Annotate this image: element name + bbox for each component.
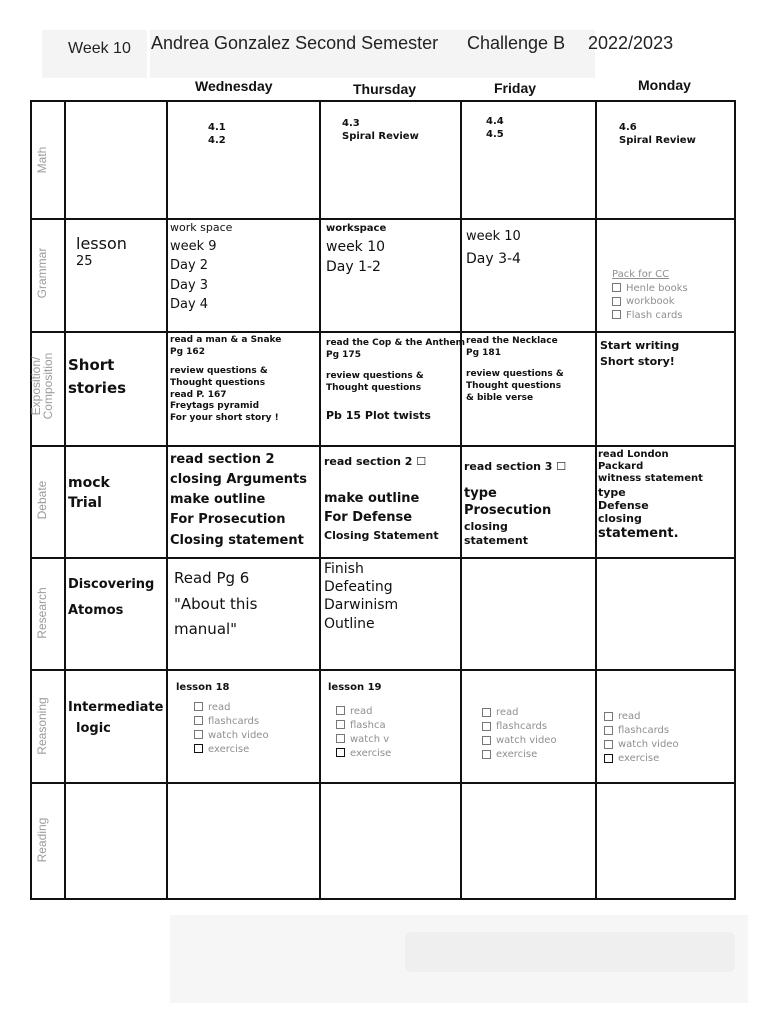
exposition-entry: Freytags pyramid bbox=[170, 401, 260, 412]
debate-entry: closing bbox=[598, 512, 642, 526]
exposition-entry: review questions & bbox=[326, 371, 424, 382]
checklist-item: watch v bbox=[336, 733, 391, 747]
checkbox-icon[interactable] bbox=[612, 283, 621, 292]
grammar-label-line: lesson bbox=[76, 234, 127, 253]
checklist bbox=[328, 705, 391, 761]
debate-monday-cell bbox=[598, 449, 703, 542]
exposition-entry: review questions & bbox=[170, 366, 268, 377]
grammar-entry: Day 4 bbox=[170, 297, 209, 312]
debate-entry: read London bbox=[598, 449, 669, 460]
checkbox-icon[interactable] bbox=[604, 740, 613, 749]
debate-entry: closing Arguments bbox=[170, 472, 307, 488]
checkbox-icon[interactable] bbox=[194, 702, 203, 711]
reasoning-monday-cell bbox=[604, 710, 679, 766]
debate-entry: Defense bbox=[598, 498, 649, 512]
debate-thursday-cell bbox=[324, 454, 439, 544]
research-label-line: Discovering bbox=[68, 577, 155, 592]
research-entry: Outline bbox=[324, 615, 375, 632]
exposition-thursday-cell bbox=[326, 338, 465, 423]
debate-entry: read section 2 ☐ bbox=[324, 455, 427, 468]
math-entry: 4.4 bbox=[486, 116, 504, 127]
grammar-label-line: 25 bbox=[76, 254, 93, 269]
math-monday-cell bbox=[619, 122, 696, 147]
debate-entry: Closing Statement bbox=[324, 528, 439, 542]
grammar-friday-cell bbox=[466, 226, 521, 272]
checklist bbox=[176, 701, 269, 757]
research-entry: "About this bbox=[174, 594, 258, 613]
exposition-entry: Pg 175 bbox=[326, 349, 361, 360]
grammar-entry: week 10 bbox=[466, 229, 521, 244]
checklist-item: watch video bbox=[194, 729, 269, 743]
debate-entry: make outline bbox=[170, 492, 266, 508]
exposition-topic-label bbox=[68, 354, 126, 399]
grammar-entry: work space bbox=[170, 221, 233, 234]
lesson-number: lesson 19 bbox=[328, 682, 382, 693]
subject-label-debate: Debate bbox=[35, 480, 49, 520]
math-entry: 4.2 bbox=[208, 134, 226, 146]
grammar-entry: Day 3 bbox=[170, 277, 209, 293]
debate-wednesday-cell bbox=[170, 450, 307, 551]
checkbox-icon[interactable] bbox=[604, 726, 613, 735]
background-smudge bbox=[405, 932, 735, 972]
checklist-item: read bbox=[194, 701, 269, 715]
grammar-monday-cell bbox=[612, 268, 688, 322]
debate-entry: closing bbox=[464, 520, 508, 534]
checkbox-icon[interactable] bbox=[482, 736, 491, 745]
exposition-entry: Pb 15 Plot twists bbox=[326, 408, 431, 422]
day-header-wednesday: Wednesday bbox=[195, 78, 273, 94]
checklist-item: exercise bbox=[336, 747, 391, 761]
checklist-item: flashca bbox=[336, 719, 391, 733]
debate-entry: make outline bbox=[324, 490, 420, 506]
exposition-entry: read a man & a Snake bbox=[170, 335, 282, 345]
pack-list-item: Henle books bbox=[612, 282, 688, 296]
checkbox-icon[interactable] bbox=[482, 708, 491, 717]
exposition-entry: Start writing bbox=[600, 339, 680, 352]
exposition-entry: read P. 167 bbox=[170, 389, 227, 400]
subject-label-grammar: Grammar bbox=[35, 247, 49, 299]
grid-line bbox=[32, 669, 734, 671]
grammar-thursday-cell bbox=[326, 222, 386, 277]
checklist-item: read bbox=[482, 706, 557, 720]
exposition-monday-cell bbox=[600, 338, 679, 370]
pack-list-item: Flash cards bbox=[612, 309, 688, 323]
checklist-item: read bbox=[604, 710, 679, 724]
grid-line bbox=[460, 102, 462, 898]
checklist-item: exercise bbox=[482, 748, 557, 762]
research-entry: Read Pg 6 bbox=[174, 569, 250, 587]
research-label-line: Atomos bbox=[68, 603, 124, 618]
checklist-item: watch video bbox=[604, 738, 679, 752]
debate-friday-cell bbox=[464, 460, 566, 549]
checkbox-icon[interactable] bbox=[336, 720, 345, 729]
checkbox-icon[interactable] bbox=[194, 730, 203, 739]
checklist-item: exercise bbox=[194, 743, 269, 757]
grid-line bbox=[166, 102, 168, 898]
math-friday-cell bbox=[486, 116, 504, 141]
exposition-entry: Pg 181 bbox=[466, 347, 501, 358]
pack-list-item: workbook bbox=[612, 295, 688, 309]
checkbox-icon[interactable] bbox=[612, 297, 621, 306]
subject-label-exposition: Exposition/ Composition bbox=[29, 352, 55, 420]
lesson-number: lesson 18 bbox=[176, 682, 230, 693]
checklist-item: flashcards bbox=[604, 724, 679, 738]
exposition-entry: For your short story ! bbox=[170, 413, 279, 424]
checkbox-icon[interactable] bbox=[336, 748, 345, 757]
research-entry: Darwinism bbox=[324, 597, 399, 614]
grid-line bbox=[32, 445, 734, 447]
math-entry: Spiral Review bbox=[342, 130, 419, 142]
debate-entry: Prosecution bbox=[464, 503, 552, 519]
day-header-monday: Monday bbox=[638, 77, 691, 93]
exposition-entry: Thought questions bbox=[326, 383, 422, 394]
exposition-entry: Thought questions bbox=[466, 381, 562, 392]
grammar-wednesday-cell bbox=[170, 220, 232, 315]
checklist-item: flashcards bbox=[194, 715, 269, 729]
day-header-friday: Friday bbox=[494, 80, 537, 96]
grid-line bbox=[64, 102, 66, 898]
exposition-label-line: stories bbox=[68, 378, 127, 397]
grammar-entry: Day 1-2 bbox=[326, 258, 381, 275]
reasoning-friday-cell bbox=[482, 706, 557, 762]
subject-label-math: Math bbox=[35, 146, 49, 174]
exposition-entry: Pg 162 bbox=[170, 346, 205, 357]
grid-line bbox=[32, 782, 734, 784]
checkbox-icon[interactable] bbox=[604, 754, 613, 763]
grid-line bbox=[32, 331, 734, 333]
grammar-entry: workspace bbox=[326, 223, 387, 234]
debate-label-line: mock bbox=[68, 475, 110, 491]
reasoning-label-line: logic bbox=[76, 720, 111, 736]
grammar-entry: week 10 bbox=[326, 238, 386, 255]
checkbox-icon[interactable] bbox=[336, 706, 345, 715]
debate-entry: Closing statement bbox=[170, 532, 304, 548]
pack-list-title: Pack for CC bbox=[612, 269, 670, 280]
subject-label-reading: Reading bbox=[35, 817, 49, 863]
checklist-item: read bbox=[336, 705, 391, 719]
exposition-wednesday-cell bbox=[170, 335, 281, 425]
math-entry: 4.5 bbox=[486, 128, 504, 140]
exposition-label-line: Short bbox=[68, 356, 115, 374]
debate-entry: For Prosecution bbox=[170, 512, 286, 528]
checkbox-icon[interactable] bbox=[482, 750, 491, 759]
debate-label-line: Trial bbox=[68, 494, 102, 511]
checkbox-icon[interactable] bbox=[194, 716, 203, 725]
exposition-entry: & bible verse bbox=[466, 392, 534, 403]
grid-line bbox=[595, 102, 597, 898]
reasoning-label-line: Intermediate bbox=[68, 700, 164, 715]
checkbox-icon[interactable] bbox=[612, 310, 621, 319]
subject-label-research: Research bbox=[35, 587, 49, 639]
research-entry: Finish bbox=[324, 561, 364, 577]
grammar-entry: Day 2 bbox=[170, 258, 209, 273]
debate-entry: statement bbox=[464, 534, 528, 548]
research-topic-label bbox=[68, 572, 154, 624]
checkbox-icon[interactable] bbox=[194, 744, 203, 753]
exposition-friday-cell bbox=[466, 336, 564, 404]
exposition-entry: Thought questions bbox=[170, 378, 266, 389]
debate-entry: read section 2 bbox=[170, 452, 275, 467]
grammar-entry: week 9 bbox=[170, 238, 217, 254]
reasoning-wednesday-cell bbox=[176, 682, 269, 757]
student-name-semester: Andrea Gonzalez Second Semester bbox=[151, 33, 439, 53]
debate-entry: statement. bbox=[598, 525, 679, 541]
grammar-entry: Day 3-4 bbox=[466, 251, 521, 268]
debate-topic-label bbox=[68, 474, 110, 513]
math-wednesday-cell bbox=[208, 122, 226, 147]
school-year: 2022/2023 bbox=[588, 33, 674, 53]
reasoning-thursday-cell bbox=[328, 682, 391, 761]
exposition-entry: Short story! bbox=[600, 354, 675, 368]
week-label: Week 10 bbox=[68, 40, 131, 57]
checklist-item: exercise bbox=[604, 752, 679, 766]
exposition-entry: read the Necklace bbox=[466, 336, 558, 346]
grid-line bbox=[32, 218, 734, 220]
research-entry: Defeating bbox=[324, 579, 393, 596]
exposition-entry: review questions & bbox=[466, 369, 564, 380]
grid-line bbox=[319, 102, 321, 898]
checkbox-icon[interactable] bbox=[482, 722, 491, 731]
reasoning-topic-label bbox=[68, 698, 163, 740]
math-entry: 4.1 bbox=[208, 122, 226, 133]
debate-entry: type bbox=[598, 485, 626, 499]
grid-line bbox=[32, 557, 734, 559]
checkbox-icon[interactable] bbox=[604, 712, 613, 721]
math-entry: Spiral Review bbox=[619, 134, 696, 146]
debate-entry: Packard bbox=[598, 461, 644, 473]
exposition-entry: read the Cop & the Anthem bbox=[326, 338, 465, 348]
research-wednesday-cell bbox=[174, 566, 257, 643]
checklist-item: flashcards bbox=[482, 720, 557, 734]
day-header-thursday: Thursday bbox=[353, 81, 417, 97]
subject-label-reasoning: Reasoning bbox=[35, 697, 49, 755]
challenge-level: Challenge B bbox=[467, 33, 566, 53]
math-entry: 4.6 bbox=[619, 122, 637, 133]
debate-entry: type bbox=[464, 486, 497, 502]
math-thursday-cell bbox=[342, 118, 419, 143]
research-thursday-cell bbox=[324, 560, 398, 633]
grammar-lesson-label bbox=[76, 234, 127, 270]
checkbox-icon[interactable] bbox=[336, 734, 345, 743]
debate-entry: For Defense bbox=[324, 510, 413, 525]
weekly-planner-grid bbox=[30, 100, 736, 900]
research-entry: manual" bbox=[174, 620, 238, 638]
debate-entry: witness statement bbox=[598, 473, 703, 485]
debate-entry: read section 3 ☐ bbox=[464, 460, 567, 473]
checklist-item: watch video bbox=[482, 734, 557, 748]
math-entry: 4.3 bbox=[342, 118, 360, 129]
